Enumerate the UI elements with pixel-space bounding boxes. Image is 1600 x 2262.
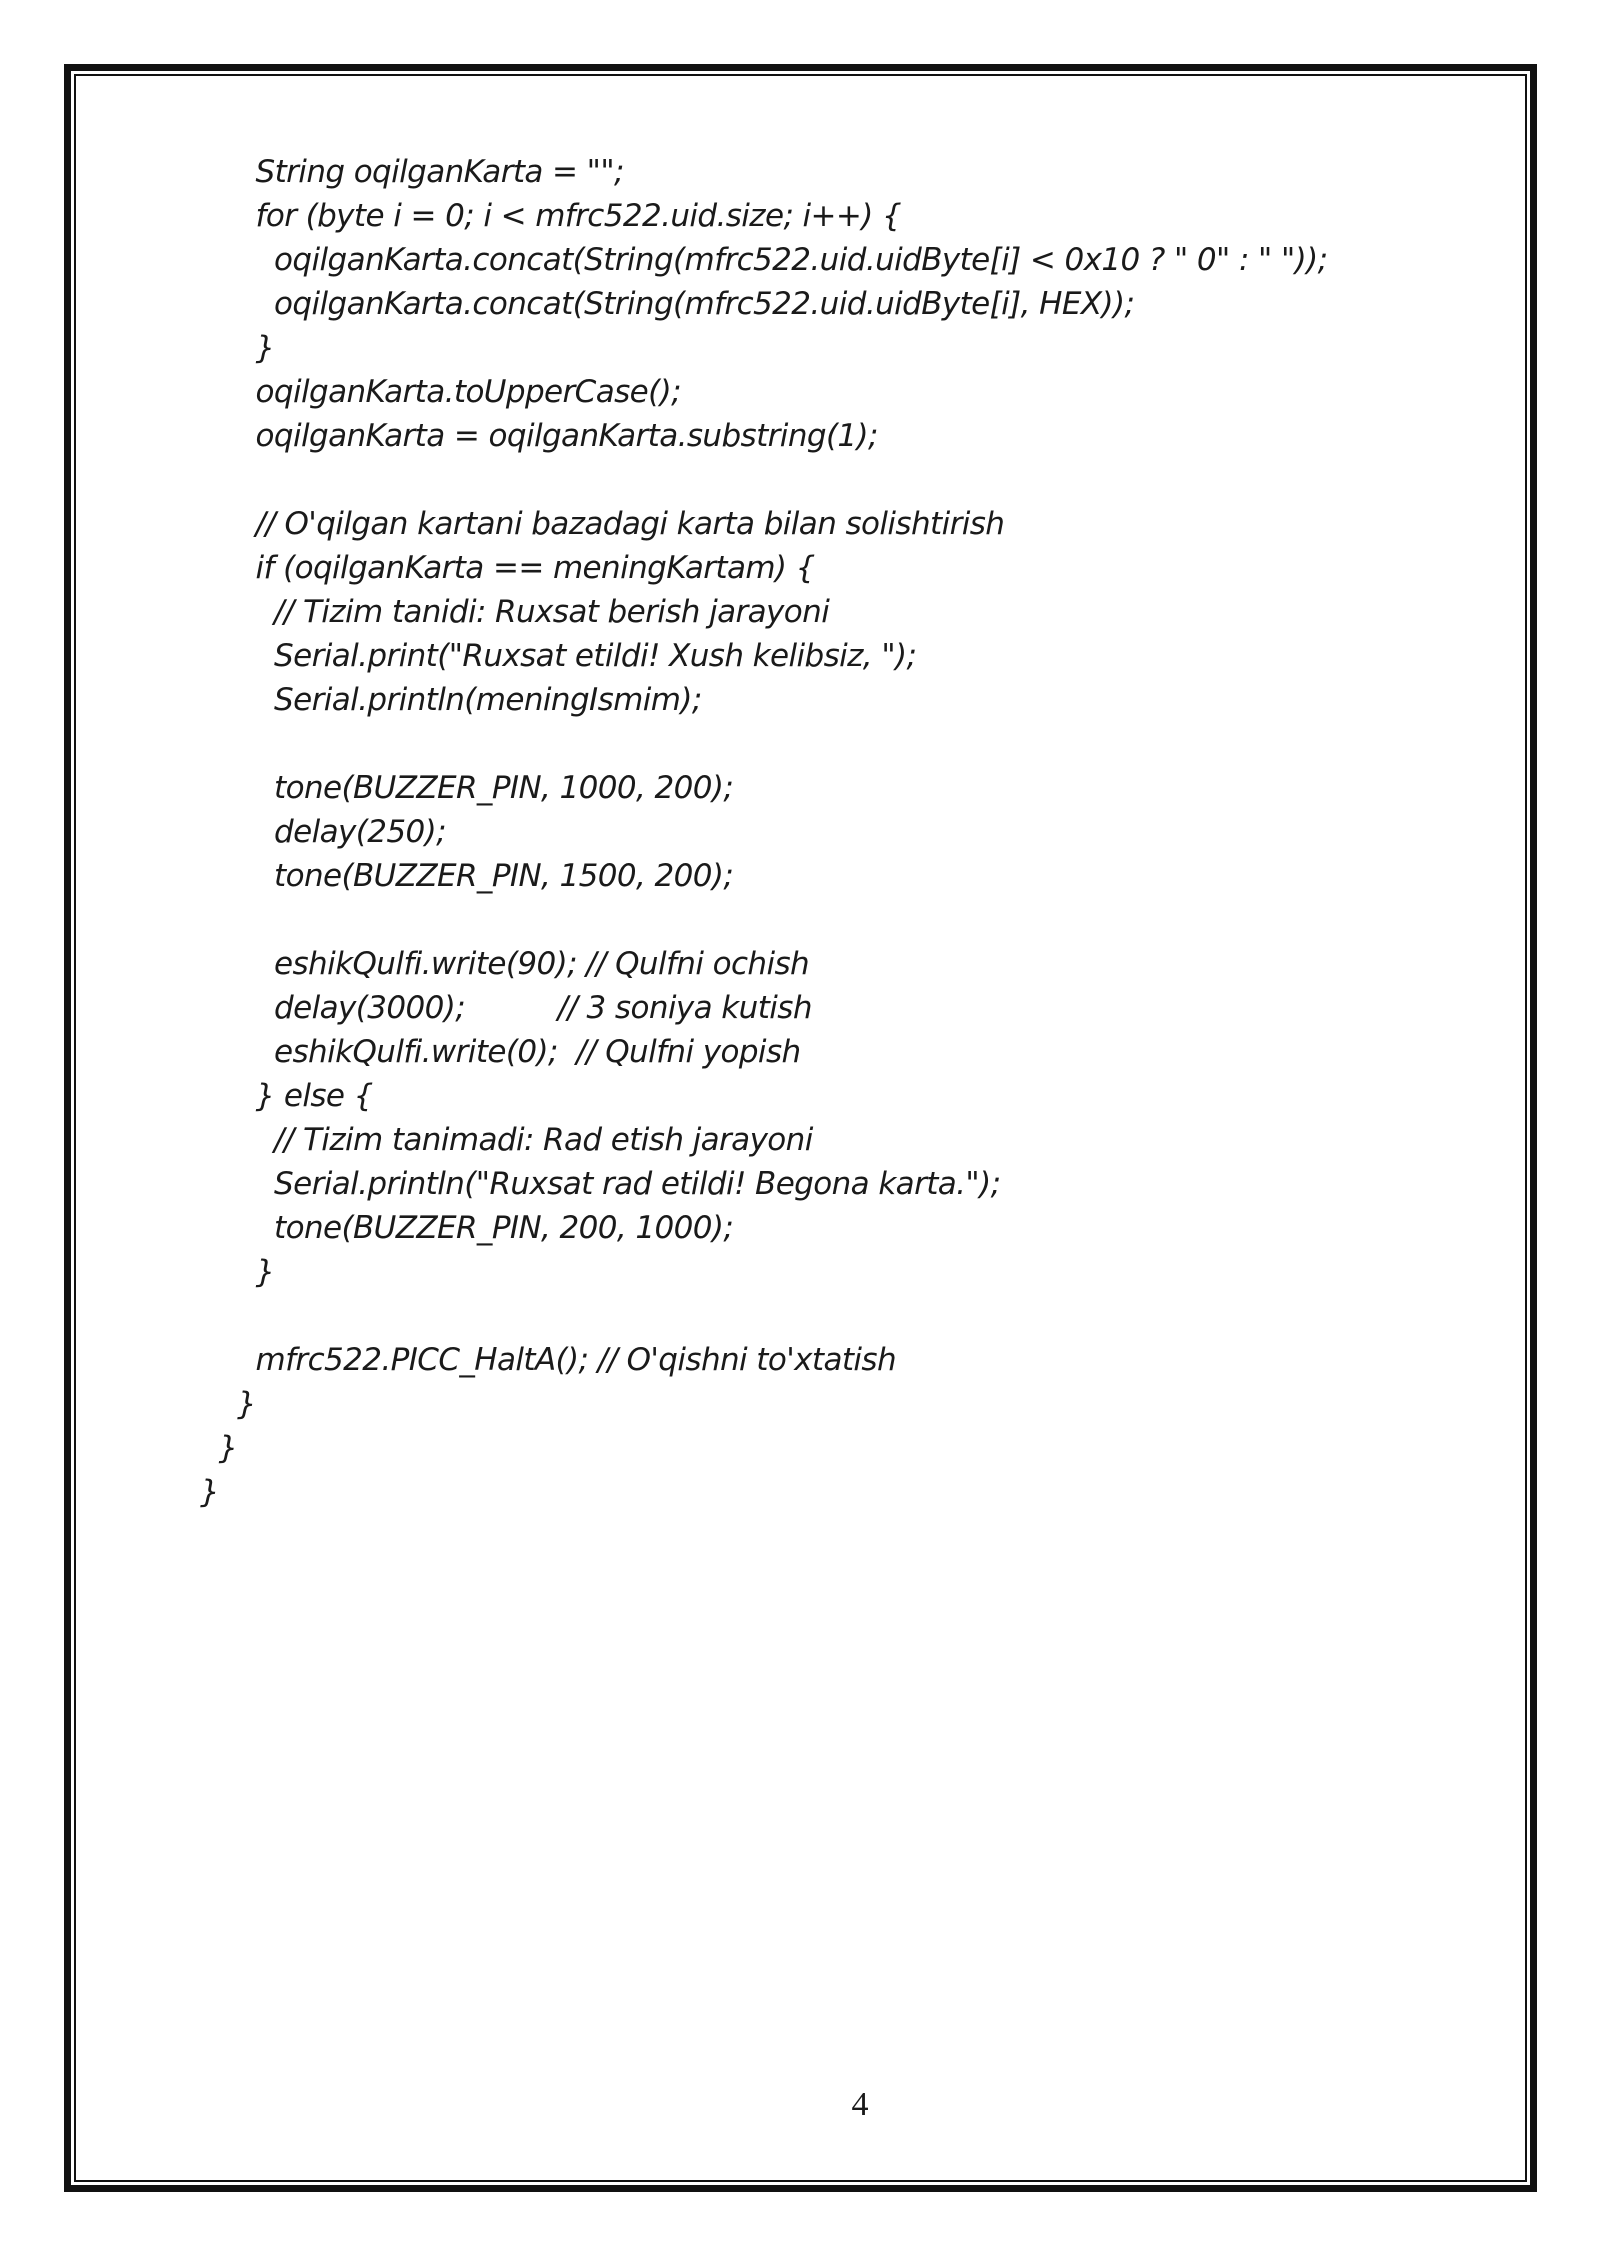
code-line: oqilganKarta.concat(String(mfrc522.uid.uidByte[i] < 0x10 ? " 0" : " ")); [200,242,1328,278]
code-line: Serial.println("Ruxsat rad etildi! Begona karta."); [200,1166,1001,1202]
code-line: } [200,1254,275,1290]
code-line: // Tizim tanidi: Ruxsat berish jarayoni [200,594,830,630]
code-line: Serial.print("Ruxsat etildi! Xush kelibsiz, "); [200,638,917,674]
code-line [200,898,1327,942]
page-number: 4 [851,2086,869,2123]
code-line: oqilganKarta.toUpperCase(); [200,374,681,410]
code-line: String oqilganKarta = ""; [200,154,624,190]
code-line: tone(BUZZER_PIN, 1500, 200); [200,858,734,894]
code-line: eshikQulfi.write(90); // Qulfni ochish [200,946,810,982]
code-line: // O'qilgan kartani bazadagi karta bilan solishtirish [200,506,1005,542]
code-line: tone(BUZZER_PIN, 1000, 200); [200,770,734,806]
code-line: delay(250); [200,814,446,850]
code-line [200,722,1327,766]
code-line: delay(3000); // 3 soniya kutish [200,990,812,1026]
code-line: } else { [200,1078,373,1114]
code-line: Serial.println(meningIsmim); [200,682,702,718]
code-line: // Tizim tanimadi: Rad etish jarayoni [200,1122,813,1158]
code-line: for (byte i = 0; i < mfrc522.uid.size; i++) { [200,198,902,234]
code-listing [200,150,1327,1514]
code-line: } [200,1430,238,1466]
code-line: tone(BUZZER_PIN, 200, 1000); [200,1210,734,1246]
code-line: oqilganKarta.concat(String(mfrc522.uid.uidByte[i], HEX)); [200,286,1135,322]
code-line: eshikQulfi.write(0); // Qulfni yopish [200,1034,801,1070]
code-line: } [200,330,275,366]
code-line [200,1294,1327,1338]
code-line: } [200,1474,220,1510]
code-line: mfrc522.PICC_HaltA(); // O'qishni to'xtatish [200,1342,897,1378]
code-line: oqilganKarta = oqilganKarta.substring(1); [200,418,878,454]
code-line: if (oqilganKarta == meningKartam) { [200,550,815,586]
code-line: } [200,1386,257,1422]
code-line [200,458,1327,502]
